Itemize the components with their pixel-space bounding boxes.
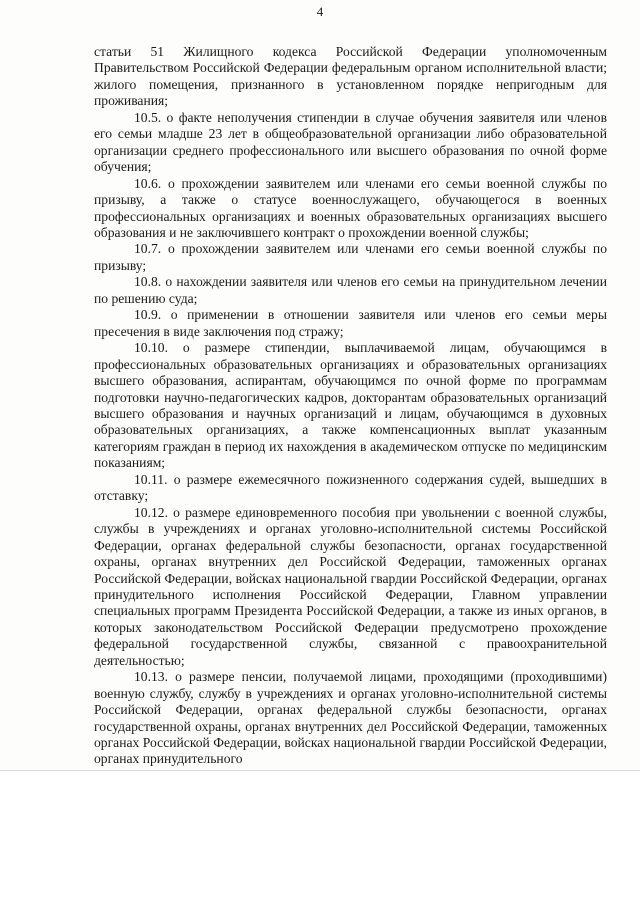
page-number: 4	[316, 4, 324, 19]
paragraph-10-10: 10.10. о размере стипендии, выплачиваемой лицам, обучающимся в профессиональных образовательных организациях и образовательных организациях высшего образования, аспирантам, обучающимся по очной форме по программам подготовки научно-педагогических кадров, докторантам образовательных организаций высшего образования и научных организаций и лицам, обучающимся в духовных образовательных организациях, а также компенсационных выплат указанным категориям граждан в период их нахождения в академическом отпуске по медицинским показаниям;	[94, 340, 607, 471]
paragraph-10-9: 10.9. о применении в отношении заявителя или членов его семьи меры пресечения в виде заключения под стражу;	[94, 307, 607, 339]
paragraph-continuation: статьи 51 Жилищного кодекса Российской Федерации уполномоченным Правительством Российской Федерации федеральным органом исполнительной власти; жилого помещения, признанного в установленном порядке непригодным для проживания;	[94, 44, 607, 109]
paragraph-10-8: 10.8. о нахождении заявителя или членов его семьи на принудительном лечении по решению суда;	[94, 274, 607, 306]
paragraph-10-7: 10.7. о прохождении заявителем или членами его семьи военной службы по призыву;	[94, 241, 607, 273]
paragraph-10-11: 10.11. о размере ежемесячного пожизненного содержания судей, вышедших в отставку;	[94, 471, 607, 504]
paragraph-10-12: 10.12. о размере единовременного пособия при увольнении с военной службы, службы в учреждениях и органах уголовно-исполнительной системы Российской Федерации, органах федеральной службы безопасности, органах государственной охраны, органах внутренних дел Российской Федерации, таможенных органах Российской Федерации, войсках национальной гвардии Российской Федерации, органах принудительного исполнения Российской Федерации, Главном управлении специальных программ Президента Российской Федерации, а также из иных органов, в которых законодательством Российской Федерации предусмотрено прохождение федеральной государственной службы, связанной с правоохранительной деятельностью;	[94, 504, 607, 668]
blank-margin	[0, 771, 640, 905]
paragraph-10-6: 10.6. о прохождении заявителем или членами его семьи военной службы по призыву, а также о статусе военнослужащего, обучающегося в военных профессиональных организациях и военных образовательных организациях высшего образования и не заключившего контракт о прохождении военной службы;	[94, 175, 607, 240]
document-body	[94, 44, 607, 768]
paragraph-10-13: 10.13. о размере пенсии, получаемой лицами, проходящими (проходившими) военную службу, службу в учреждениях и органах уголовно-исполнительной системы Российской Федерации, органах федеральной службы безопасности, органах государственной охраны, органах внутренних дел Российской Федерации, таможенных органах Российской Федерации, войсках национальной гвардии Российской Федерации, органах принудительного	[94, 669, 607, 767]
paragraph-10-5: 10.5. о факте неполучения стипендии в случае обучения заявителя или членов его семьи младше 23 лет в общеобразовательной организации либо образовательной организации среднего профессионального или высшего образования по очной форме обучения;	[94, 109, 607, 175]
